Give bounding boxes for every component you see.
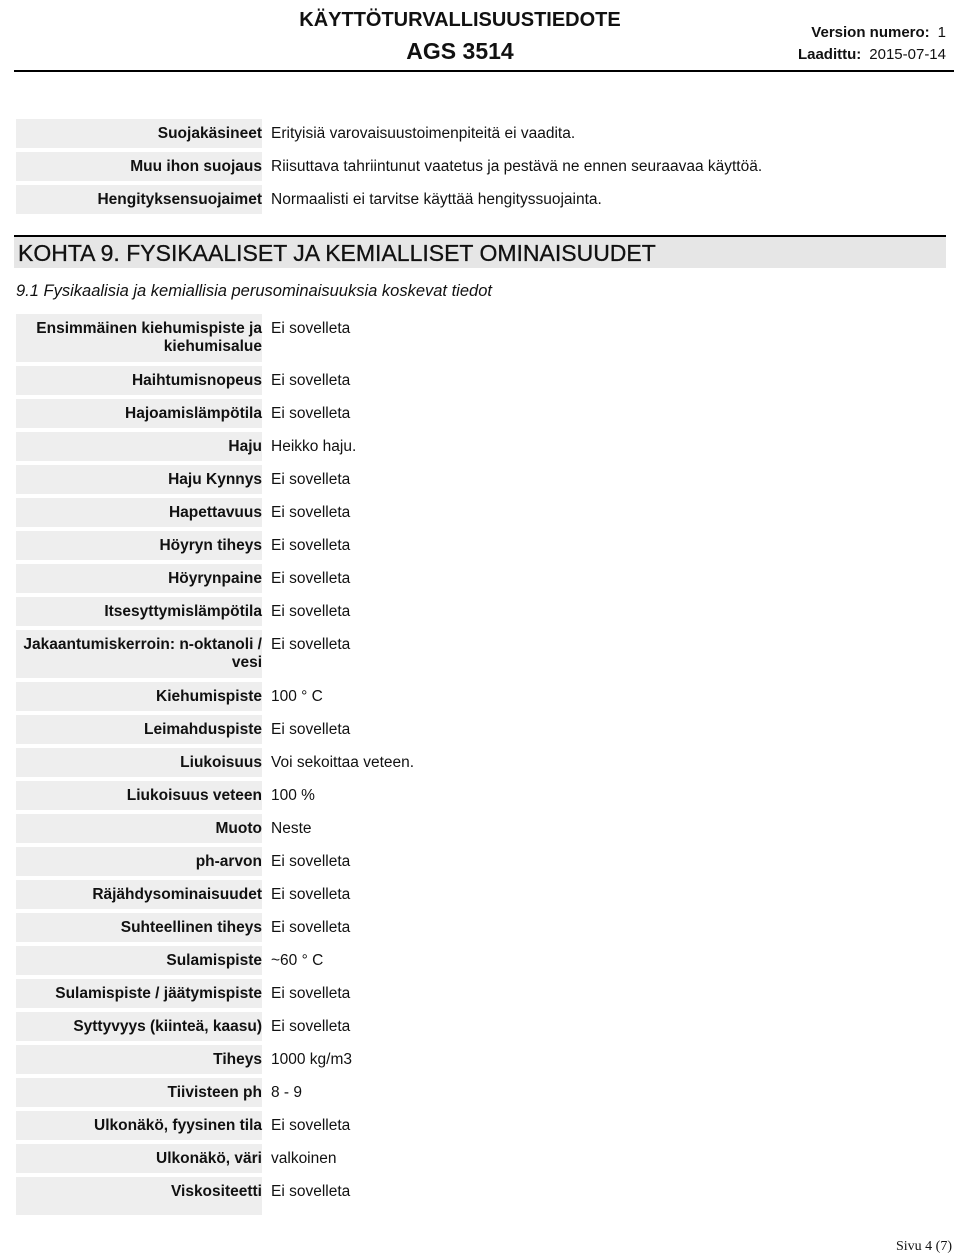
row-value: Ei sovelleta [262, 461, 350, 489]
row-value: Normaalisti ei tarvitse käyttää hengityssuojainta. [262, 181, 602, 209]
row-value: Ei sovelleta [262, 1173, 350, 1201]
row-value: Ei sovelleta [262, 362, 350, 390]
row-label: Liukoisuus veteen [16, 777, 262, 810]
section-title: KOHTA 9. FYSIKAALISET JA KEMIALLISET OMINAISUUDET [18, 240, 656, 266]
row-label: Hengityksensuojaimet [16, 181, 262, 214]
product-code: AGS 3514 [406, 38, 514, 64]
row-value: 1000 kg/m3 [262, 1041, 352, 1069]
row-value: Ei sovelleta [262, 975, 350, 1003]
table-row [16, 1173, 946, 1206]
row-value: Ei sovelleta [262, 494, 350, 522]
row-value: Ei sovelleta [262, 560, 350, 588]
row-value: Heikko haju. [262, 428, 356, 456]
table-row [16, 115, 946, 148]
row-label: Haju Kynnys [16, 461, 262, 494]
row-value: Ei sovelleta [262, 1107, 350, 1135]
row-label: Leimahduspiste [16, 711, 262, 744]
table-row [16, 711, 946, 744]
row-label: Sulamispiste / jäätymispiste [16, 975, 262, 1008]
row-value: 100 % [262, 777, 315, 805]
row-value: 8 - 9 [262, 1074, 302, 1102]
row-label: Kiehumispiste [16, 678, 262, 711]
row-label: Muoto [16, 810, 262, 843]
date-info [798, 46, 946, 63]
row-value: Neste [262, 810, 312, 838]
row-value: valkoinen [262, 1140, 337, 1168]
row-label: Tiivisteen ph [16, 1074, 262, 1107]
version-label: Version numero: [811, 24, 930, 41]
table-row [16, 1140, 946, 1173]
table-row [16, 843, 946, 876]
row-label: Räjähdysominaisuudet [16, 876, 262, 909]
row-label: Suhteellinen tiheys [16, 909, 262, 942]
row-value: Ei sovelleta [262, 909, 350, 937]
table-row [16, 1107, 946, 1140]
row-label: Höyrynpaine [16, 560, 262, 593]
row-value: Ei sovelleta [262, 843, 350, 871]
row-label: Hapettavuus [16, 494, 262, 527]
row-value: Ei sovelleta [262, 876, 350, 904]
table-row [16, 1074, 946, 1107]
row-value: Ei sovelleta [262, 711, 350, 739]
page-number: Sivu 4 (7) [896, 1239, 952, 1254]
row-label: Haihtumisnopeus [16, 362, 262, 395]
row-value: Ei sovelleta [262, 310, 350, 338]
row-label: Tiheys [16, 1041, 262, 1074]
row-label: ph-arvon [16, 843, 262, 876]
row-label: Höyryn tiheys [16, 527, 262, 560]
table-row [16, 593, 946, 626]
table-row [16, 876, 946, 909]
row-label: Muu ihon suojaus [16, 148, 262, 181]
table-row [16, 942, 946, 975]
table-row [16, 626, 946, 678]
section-heading-bar [14, 235, 946, 268]
table-row [16, 527, 946, 560]
row-label: Suojakäsineet [16, 115, 262, 148]
row-value: Ei sovelleta [262, 1008, 350, 1036]
table-row [16, 909, 946, 942]
table-row [16, 975, 946, 1008]
row-label: Sulamispiste [16, 942, 262, 975]
page-header [0, 0, 960, 75]
table-row [16, 362, 946, 395]
subsection-title: 9.1 Fysikaalisia ja kemiallisia perusominaisuuksia koskevat tiedot [16, 282, 492, 300]
row-label: Ulkonäkö, väri [16, 1140, 262, 1173]
table-row [16, 1008, 946, 1041]
row-value: Ei sovelleta [262, 527, 350, 555]
date-value: 2015-07-14 [869, 46, 946, 63]
protection-table [16, 115, 946, 214]
version-info [811, 24, 946, 41]
header-divider [14, 70, 954, 72]
date-label: Laadittu: [797, 46, 862, 63]
table-row [16, 148, 946, 181]
table-row [16, 678, 946, 711]
row-label: Hajoamislämpötila [16, 395, 262, 428]
table-row [16, 310, 946, 362]
table-row [16, 494, 946, 527]
table-row [16, 810, 946, 843]
properties-table [16, 310, 946, 1206]
row-label: Haju [16, 428, 262, 461]
row-label: Ulkonäkö, fyysinen tila [16, 1107, 262, 1140]
row-label: Ensimmäinen kiehumispiste ja kiehumisalue [16, 310, 262, 362]
version-value: 1 [937, 24, 946, 41]
row-label: Syttyvyys (kiinteä, kaasu) [16, 1008, 262, 1041]
row-label: Jakaantumiskerroin: n-oktanoli / vesi [16, 626, 262, 678]
table-row [16, 181, 946, 214]
table-row [16, 560, 946, 593]
table-row [16, 461, 946, 494]
row-label: Viskositeetti [16, 1173, 262, 1206]
table-row [16, 428, 946, 461]
row-label: Liukoisuus [16, 744, 262, 777]
table-row [16, 744, 946, 777]
table-row [16, 1041, 946, 1074]
row-value: Riisuttava tahriintunut vaatetus ja pestävä ne ennen seuraavaa käyttöä. [262, 148, 762, 176]
row-value: Erityisiä varovaisuustoimenpiteitä ei vaadita. [262, 115, 575, 143]
row-value: Ei sovelleta [262, 626, 350, 654]
row-value: Ei sovelleta [262, 593, 350, 621]
row-value: 100 ° C [262, 678, 323, 706]
document-title: KÄYTTÖTURVALLISUUSTIEDOTE [299, 9, 621, 31]
row-value: Ei sovelleta [262, 395, 350, 423]
row-label: Itsesyttymislämpötila [16, 593, 262, 626]
row-value: ~60 ° C [262, 942, 323, 970]
row-value: Voi sekoittaa veteen. [262, 744, 414, 772]
table-end-bar [16, 1205, 262, 1215]
table-row [16, 777, 946, 810]
table-row [16, 395, 946, 428]
